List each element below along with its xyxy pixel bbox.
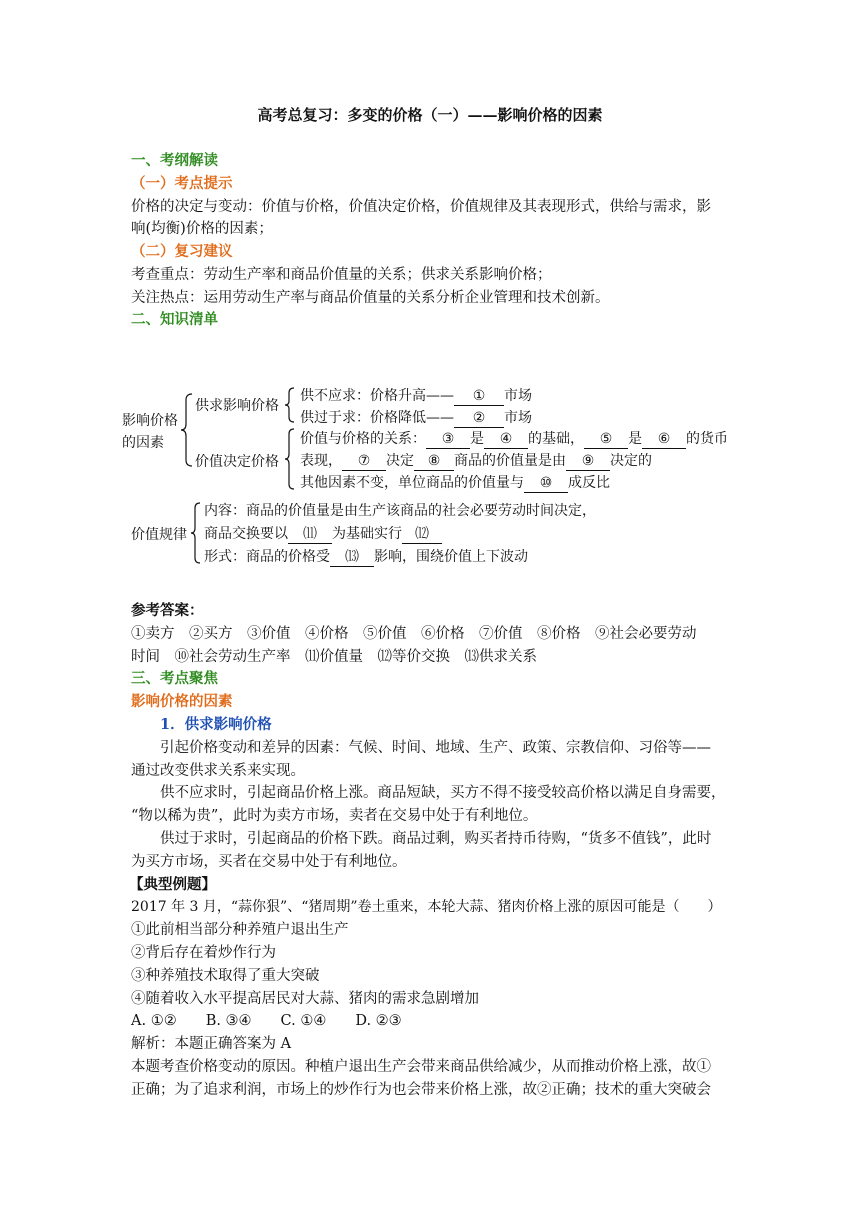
example-option-1: ①此前相当部分种养殖户退出生产 [131,922,349,938]
answers-line-2: 时间 ⑩社会劳动生产率 ⑾价值量 ⑿等价交换 ⒀供求关系 [131,649,537,665]
para2-line-2: “物以稀为贵”，此时为卖方市场，卖者在交易中处于有利地位。 [131,808,538,824]
tips-line-1: 价格的决定与变动：价值与价格，价值决定价格，价值规律及其表现形式，供给与需求，影 [131,199,711,215]
blank-4: ④ [484,430,528,449]
para3-line-2: 为买方市场，买者在交易中处于有利地位。 [131,854,407,870]
diagram-root-line-1: 影响价格 [122,413,178,429]
section-heading-3: 三、考点聚焦 [131,670,218,687]
value-line-2: 表现， ⑦ 决定 ⑧ 商品的价值量是由 ⑨ 决定的 [300,453,652,469]
example-option-4: ④随着收入水平提高居民对大蒜、猪肉的需求急剧增加 [131,991,479,1007]
para3-line-1: 供过于求时，引起商品的价格下跌。商品过剩，购买者持币待购，“货多不值钱”，此时 [160,831,712,847]
example-option-2: ②背后存在着炒作行为 [131,945,276,961]
blank-5: ⑤ [584,430,628,449]
blank-13: ⒀ [330,548,374,567]
supply-line-1: 供不应求：价格升高—— ① 市场 [300,388,532,404]
value-brace-icon [284,428,296,490]
root-brace-icon [180,392,194,468]
blank-2: ② [454,409,504,428]
law-line-2: 商品交换要以 ⑾ 为基础实行 ⑿ [204,523,442,544]
explanation-line-1: 本题考查价格变动的原因。种植户退出生产会带来商品供给减少，从而推动价格上涨，故① [131,1059,711,1075]
blank-7: ⑦ [342,452,386,471]
example-choices: A. ①② B. ③④ C. ①④ D. ②③ [131,1013,402,1029]
advice-line-2: 关注热点：运用劳动生产率与商品价值量的关系分析企业管理和技术创新。 [131,290,610,306]
para1-line-2: 通过改变供求关系来实现。 [131,763,305,779]
blank-8: ⑧ [414,452,454,471]
point-heading-1: 1．供求影响价格 [160,716,272,733]
law-line-3: 形式：商品的价格受 ⒀ 影响，围绕价值上下波动 [204,549,528,565]
example-heading: 【典型例题】 [129,876,216,893]
blank-12: ⑿ [402,525,442,544]
branch-value-determines: 价值决定价格 [195,454,279,470]
blank-10: ⑩ [524,474,568,493]
explanation-line-2: 正确；为了追求利润，市场上的炒作行为也会带来价格上涨，故②正确；技术的重大突破会 [131,1082,711,1098]
blank-6: ⑥ [642,430,686,449]
blank-9: ⑨ [566,452,610,471]
law-line-1: 内容：商品的价值量是由生产该商品的社会必要劳动时间决定， [204,503,596,519]
subheading-tips: （一）考点提示 [131,175,233,192]
law-brace-icon [190,502,202,564]
tips-line-2: 响(均衡)价格的因素； [131,221,273,237]
subheading-factors: 影响价格的因素 [131,693,233,710]
answers-heading: 参考答案： [131,602,204,619]
branch-supply-demand: 供求影响价格 [195,398,279,414]
value-line-3: 其他因素不变，单位商品的价值量与 ⑩ 成反比 [300,475,610,491]
law-root: 价值规律 [131,527,187,543]
answers-line-1: ①卖方 ②买方 ③价值 ④价格 ⑤价值 ⑥价格 ⑦价值 ⑧价格 ⑨社会必要劳动 [131,626,697,642]
example-question: 2017 年 3 月，“蒜你狠”、“猪周期”卷土重来，本轮大蒜、猪肉价格上涨的原因可能是（ ） [131,899,722,915]
blank-3: ③ [426,430,470,449]
example-option-3: ③种养殖技术取得了重大突破 [131,968,320,984]
subheading-advice: （二）复习建议 [131,243,233,260]
example-analysis: 解析：本题正确答案为 A [131,1036,292,1052]
diagram-root-line-2: 的因素 [122,435,164,451]
advice-line-1: 考查重点：劳动生产率和商品价值量的关系；供求关系影响价格； [131,267,552,283]
supply-line-2: 供过于求：价格降低—— ② 市场 [300,410,532,426]
blank-11: ⑾ [288,525,332,544]
blank-1: ① [454,387,504,406]
section-heading-1: 一、考纲解读 [131,152,218,169]
para1-line-1: 引起价格变动和差异的因素：气候、时间、地域、生产、政策、宗教信仰、习俗等—— [160,740,711,756]
value-line-1: 价值与价格的关系： ③ 是 ④ 的基础， ⑤ 是 ⑥ 的货币 [300,431,728,447]
supply-brace-icon [284,387,296,423]
para2-line-1: 供不应求时，引起商品价格上涨。商品短缺，买方不得不接受较高价格以满足自身需要， [160,785,726,801]
section-heading-2: 二、知识清单 [131,311,218,328]
document-title: 高考总复习：多变的价格（一）——影响价格的因素 [257,106,603,124]
